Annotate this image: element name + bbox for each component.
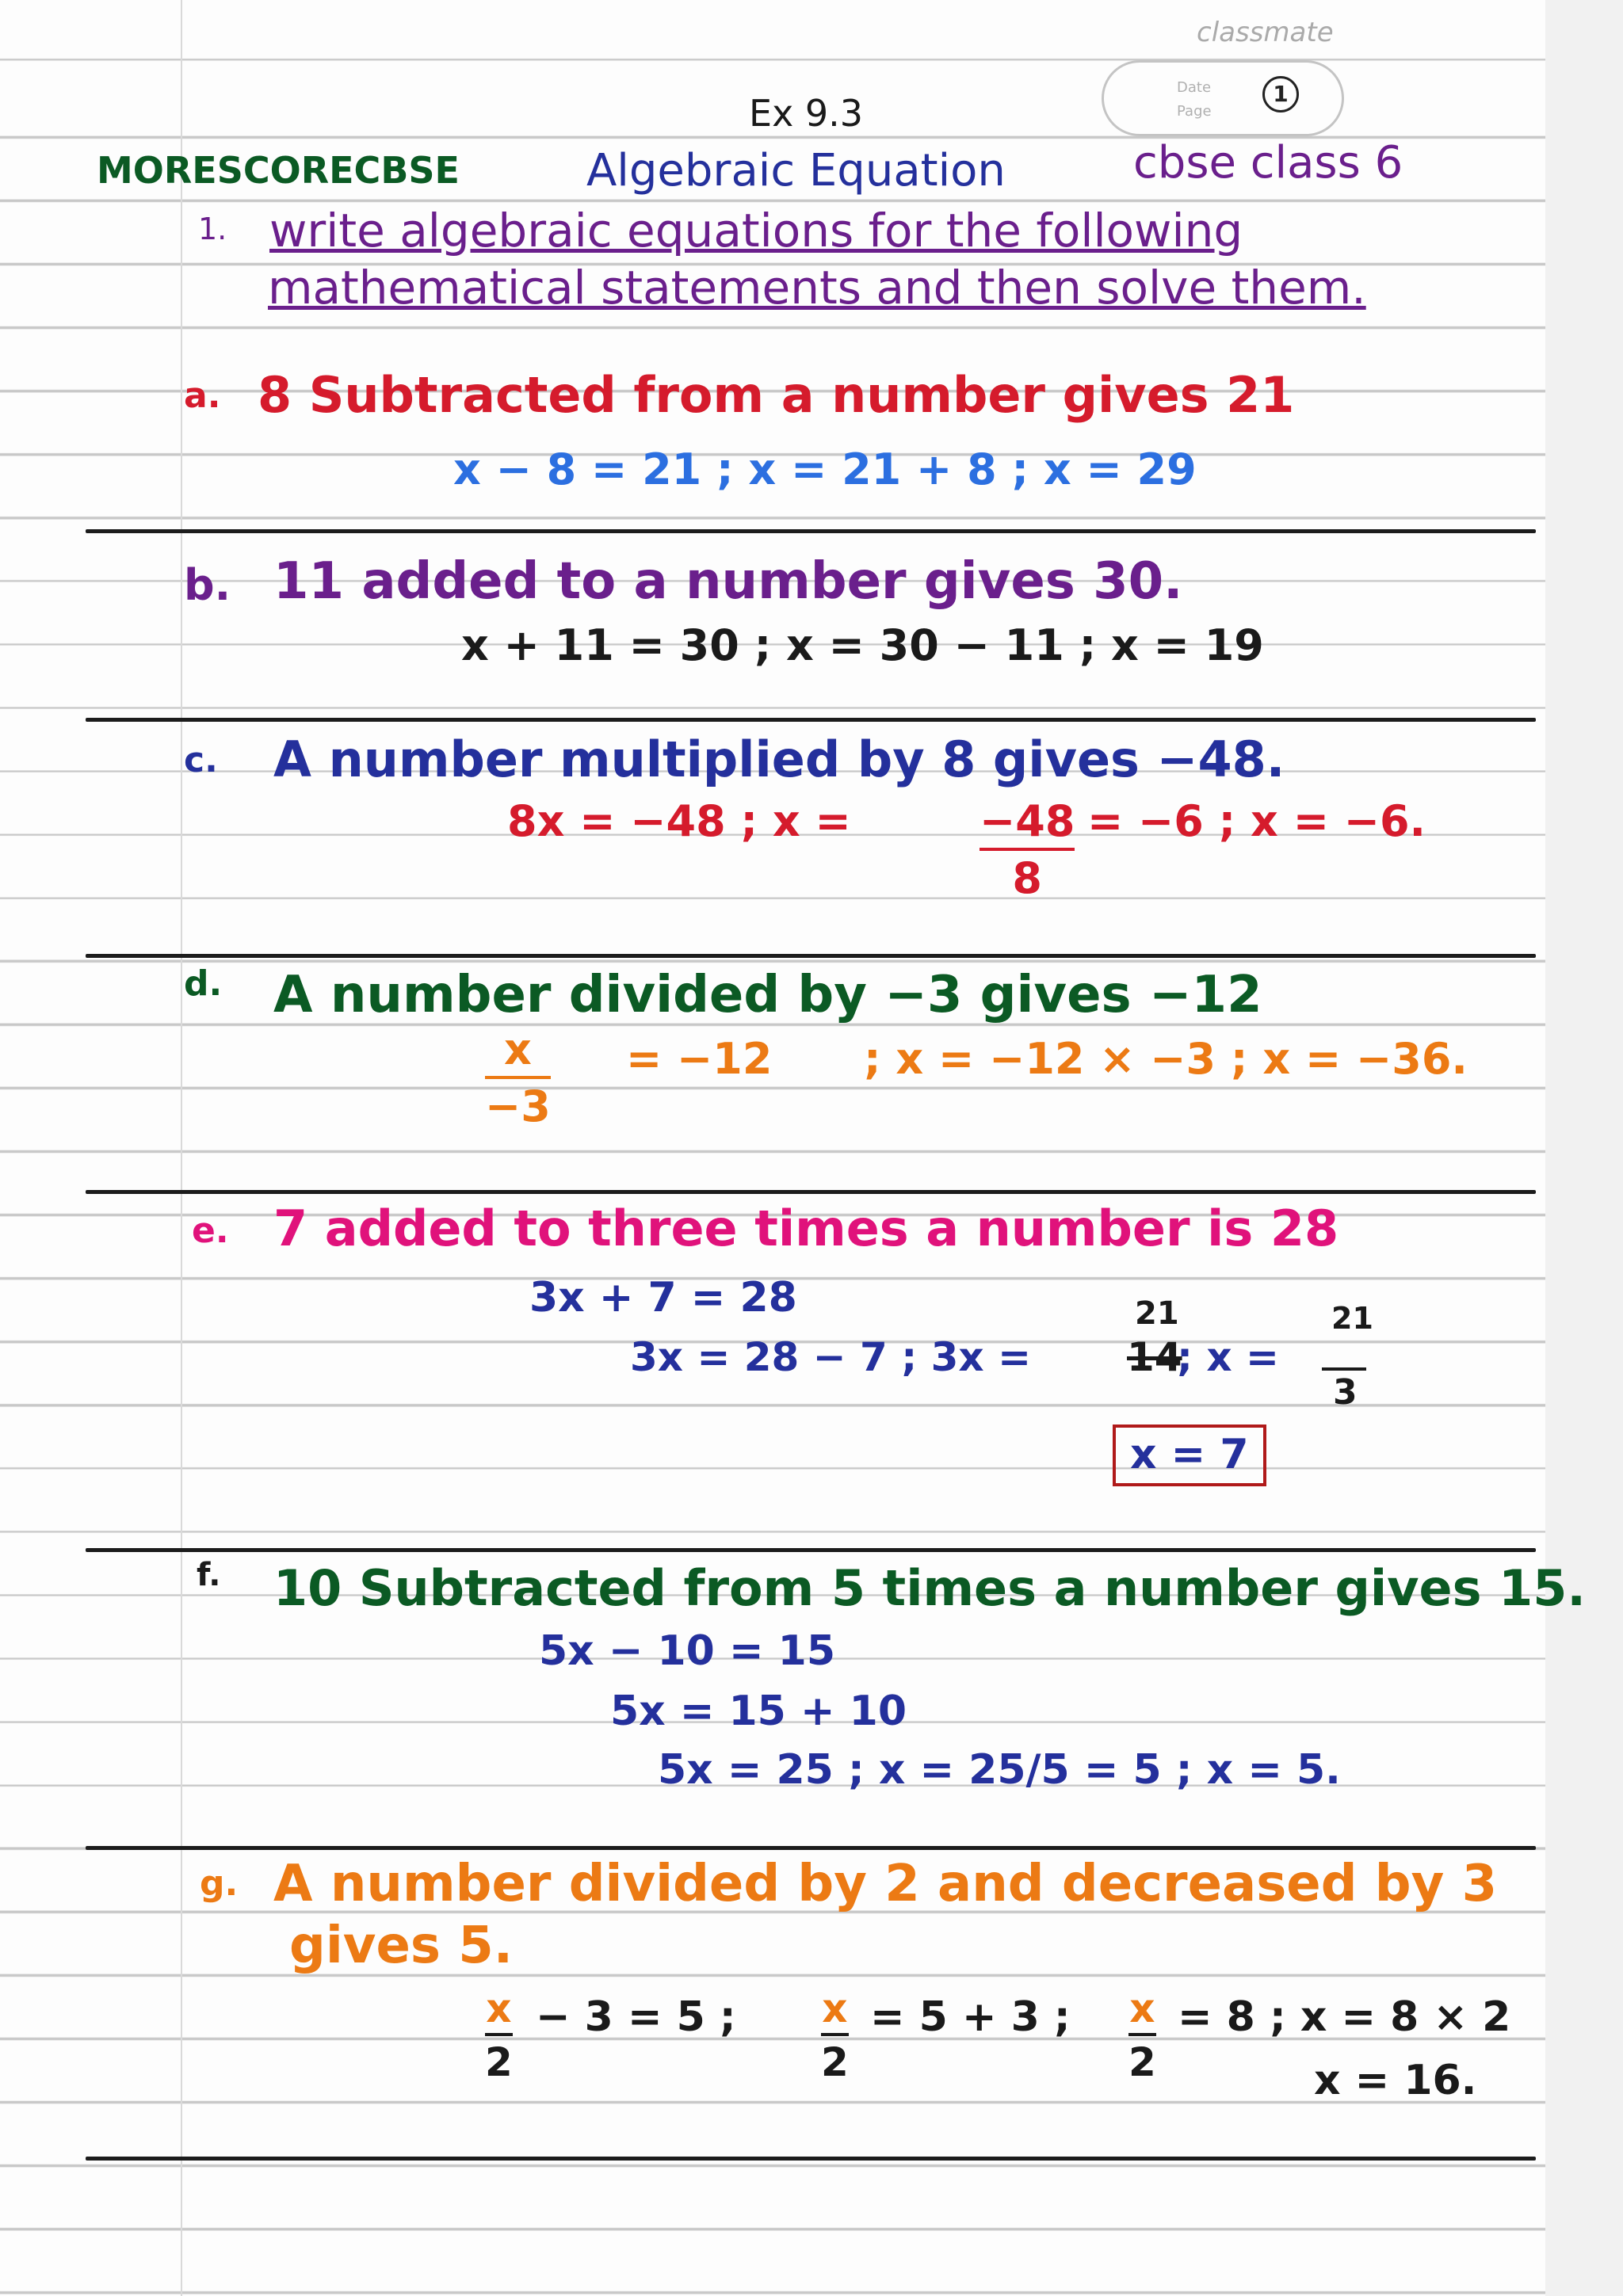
- part-g-equation-c: = 8 ; x = 8 × 2: [1178, 1993, 1511, 2041]
- part-e-step-1: 3x + 7 = 28: [529, 1274, 797, 1322]
- part-e-step-2b: ; x =: [1177, 1334, 1279, 1380]
- part-c-result: = −6 ; x = −6.: [1087, 796, 1426, 846]
- part-e-answer-box: x = 7: [1113, 1425, 1266, 1486]
- part-e-step-2: 3x = 28 − 7 ; 3x =: [630, 1334, 1031, 1380]
- part-d-fraction: [485, 1024, 551, 1131]
- page-label: Page: [1177, 103, 1212, 120]
- part-f-step-3: 5x = 25 ; x = 25/5 = 5 ; x = 5.: [658, 1746, 1341, 1794]
- part-c-statement: A number multiplied by 8 gives −48.: [273, 730, 1285, 788]
- fraction-bar: [485, 2033, 513, 2036]
- part-c-equation: 8x = −48 ; x =: [507, 796, 851, 846]
- date-page-box: [1102, 60, 1344, 136]
- part-d-label: d.: [184, 963, 223, 1004]
- part-g-statement-2: gives 5.: [289, 1917, 514, 1975]
- part-d-fraction-denominator: −3: [485, 1081, 551, 1131]
- part-g-fraction-2: [821, 1985, 849, 2085]
- part-f-step-1: 5x − 10 = 15: [539, 1627, 836, 1675]
- part-g-fraction-denominator: 2: [485, 2039, 513, 2085]
- part-f-statement: 10 Subtracted from 5 times a number gives 15.: [273, 1559, 1586, 1617]
- part-g-final: x = 16.: [1314, 2057, 1477, 2104]
- fraction-bar: [980, 848, 1075, 851]
- part-c-fraction-numerator: −48: [980, 796, 1075, 846]
- part-d-equation: = −12: [626, 1034, 773, 1084]
- part-g-equation-a: − 3 = 5 ;: [536, 1993, 736, 2041]
- question-line-1: write algebraic equations for the following: [269, 204, 1243, 257]
- part-g-fraction-denominator: 2: [821, 2039, 849, 2085]
- divider: [86, 1548, 1536, 1552]
- part-b-statement: 11 added to a number gives 30.: [273, 552, 1183, 611]
- page-edge: [1545, 0, 1623, 2296]
- divider: [86, 1190, 1536, 1194]
- part-d-solution: ; x = −12 × −3 ; x = −36.: [864, 1034, 1468, 1084]
- fraction-bar: [821, 2033, 849, 2036]
- divider: [86, 954, 1536, 958]
- part-g-fraction-numerator: x: [486, 1985, 512, 2031]
- part-e-replacement: 21: [1135, 1295, 1179, 1332]
- part-e-label: e.: [192, 1211, 229, 1251]
- part-a-label: a.: [184, 376, 221, 416]
- part-g-fraction-numerator: x: [1129, 1985, 1155, 2031]
- divider: [86, 718, 1536, 722]
- fraction-bar: [1322, 1367, 1366, 1371]
- question-number: 1.: [198, 212, 227, 246]
- brand-watermark: classmate: [1197, 17, 1334, 48]
- part-c-fraction-denominator: 8: [1012, 853, 1042, 903]
- part-e-statement: 7 added to three times a number is 28: [273, 1199, 1339, 1257]
- exercise-number: Ex 9.3: [749, 92, 864, 135]
- part-g-fraction-denominator: 2: [1128, 2039, 1156, 2085]
- part-c-fraction: [980, 796, 1075, 903]
- fraction-bar: [485, 1076, 551, 1079]
- part-g-equation-b: = 5 + 3 ;: [870, 1993, 1071, 2041]
- date-label: Date: [1177, 79, 1212, 96]
- part-e-fraction-over: 21: [1331, 1301, 1373, 1336]
- fraction-bar: [1128, 2033, 1156, 2036]
- part-g-label: g.: [200, 1863, 239, 1904]
- part-a-solution: x − 8 = 21 ; x = 21 + 8 ; x = 29: [453, 444, 1197, 494]
- margin-line: [181, 0, 182, 2296]
- part-d-statement: A number divided by −3 gives −12: [273, 966, 1262, 1024]
- site-name: MORESCORECBSE: [97, 149, 460, 192]
- part-a-statement: 8 Subtracted from a number gives 21: [258, 366, 1295, 424]
- divider: [86, 2157, 1536, 2161]
- part-g-fraction-1: [485, 1985, 513, 2085]
- question-line-2: mathematical statements and then solve them.: [268, 261, 1366, 315]
- part-e-crossed: 14: [1127, 1334, 1182, 1380]
- part-g-fraction-numerator: x: [822, 1985, 848, 2031]
- part-b-label: b.: [184, 560, 231, 610]
- divider: [86, 1846, 1536, 1850]
- topic-title: Algebraic Equation: [586, 145, 1006, 196]
- part-g-fraction-3: [1128, 1985, 1156, 2085]
- part-g-statement-1: A number divided by 2 and decreased by 3: [273, 1855, 1498, 1913]
- part-c-label: c.: [184, 740, 218, 780]
- part-d-fraction-numerator: x: [503, 1024, 532, 1074]
- page-number: 1: [1262, 76, 1299, 113]
- class-label: cbse class 6: [1133, 137, 1403, 189]
- part-e-fraction-denominator: 3: [1333, 1372, 1358, 1413]
- part-f-label: f.: [197, 1557, 221, 1593]
- part-f-step-2: 5x = 15 + 10: [610, 1688, 907, 1735]
- divider: [86, 529, 1536, 533]
- part-b-solution: x + 11 = 30 ; x = 30 − 11 ; x = 19: [461, 620, 1264, 670]
